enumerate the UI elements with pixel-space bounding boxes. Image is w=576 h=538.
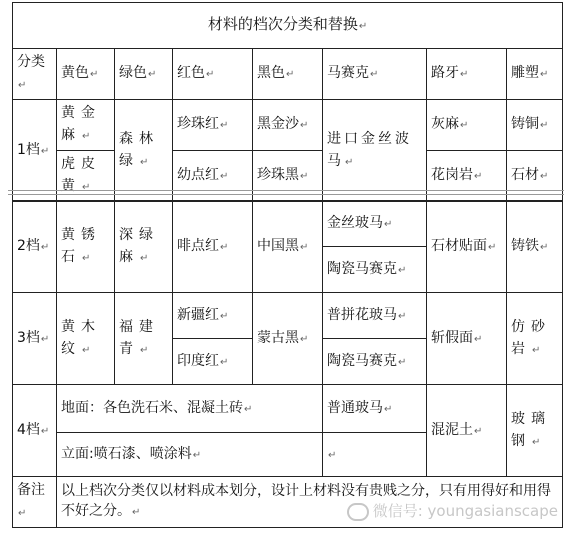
table-cell: 黑金沙↵ [253, 100, 323, 151]
material-table-part1 [12, 2, 563, 202]
table-cell: 石材贴面↵ [427, 201, 507, 293]
table-cell: 印度红↵ [173, 339, 253, 385]
watermark: 微信号: youngasianscape [347, 500, 558, 521]
header-cell: 路牙↵ [427, 49, 507, 100]
table-cell: 灰麻↵ [427, 100, 507, 151]
table-cell: 仿砂岩↵ [507, 293, 563, 385]
table-cell: 福建青↵ [115, 293, 173, 385]
table-cell: 玻璃钢↵ [507, 385, 563, 477]
header-cell: 雕塑↵ [507, 49, 563, 100]
table-cell: ↵ [323, 433, 427, 477]
table-cell: 铸铁↵ [507, 201, 563, 293]
table-cell: 啡点红↵ [173, 201, 253, 293]
table-cell: 黄锈石↵ [57, 201, 115, 293]
table-cell: 陶瓷马赛克↵ [323, 339, 427, 385]
table-cell: 地面：各色洗石米、混凝土砖↵ [57, 385, 323, 433]
table-cell: 石材↵ [507, 151, 563, 202]
header-cell: 绿色↵ [115, 49, 173, 100]
table-cell: 蒙古黑↵ [253, 293, 323, 385]
table-cell: 普拼花玻马↵ [323, 293, 427, 339]
grade-cell: 2档↵ [13, 201, 57, 293]
header-cell: 黄色↵ [57, 49, 115, 100]
table-cell: 花岗岩↵ [427, 151, 507, 202]
header-cell: 黑色↵ [253, 49, 323, 100]
table-cell: 森林绿↵ [115, 100, 173, 202]
table-cell: 黄木纹↵ [57, 293, 115, 385]
note-label-cell: 备注↵ [13, 477, 57, 528]
header-cell: 马赛克↵ [323, 49, 427, 100]
grade-cell: 1档↵ [13, 100, 57, 202]
table-cell: 黄金麻↵ [57, 100, 115, 151]
material-table-part2 [12, 200, 563, 528]
header-cell: 分类↵ [13, 49, 57, 100]
table-cell: 混泥土↵ [427, 385, 507, 477]
table-cell: 新疆红↵ [173, 293, 253, 339]
grade-cell: 4档↵ [13, 385, 57, 477]
wechat-icon [347, 503, 369, 521]
header-cell: 红色↵ [173, 49, 253, 100]
table-cell: 进口金丝波马↵ [323, 100, 427, 202]
table-cell: 陶瓷马赛克↵ [323, 247, 427, 293]
table-cell: 立面:喷石漆、喷涂料↵ [57, 433, 323, 477]
table-title: 材料的档次分类和替换↵ [13, 3, 563, 49]
grade-cell: 3档↵ [13, 293, 57, 385]
table-cell: 虎皮黄↵ [57, 151, 115, 202]
page-break-marker [0, 188, 576, 198]
note-text-cell: 以上档次分类仅以材料成本划分，设计上材料没有贵贱之分，只有用得好和用得不好之分。↵ [57, 477, 563, 528]
table-cell: 金丝玻马↵ [323, 201, 427, 247]
table-cell: 中国黑↵ [253, 201, 323, 293]
table-cell: 幼点红↵ [173, 151, 253, 202]
table-cell: 深绿麻↵ [115, 201, 173, 293]
table-cell: 普通玻马↵ [323, 385, 427, 433]
table-cell: 珍珠红↵ [173, 100, 253, 151]
table-cell: 铸铜↵ [507, 100, 563, 151]
table-cell: 珍珠黑↵ [253, 151, 323, 202]
table-cell: 斩假面↵ [427, 293, 507, 385]
